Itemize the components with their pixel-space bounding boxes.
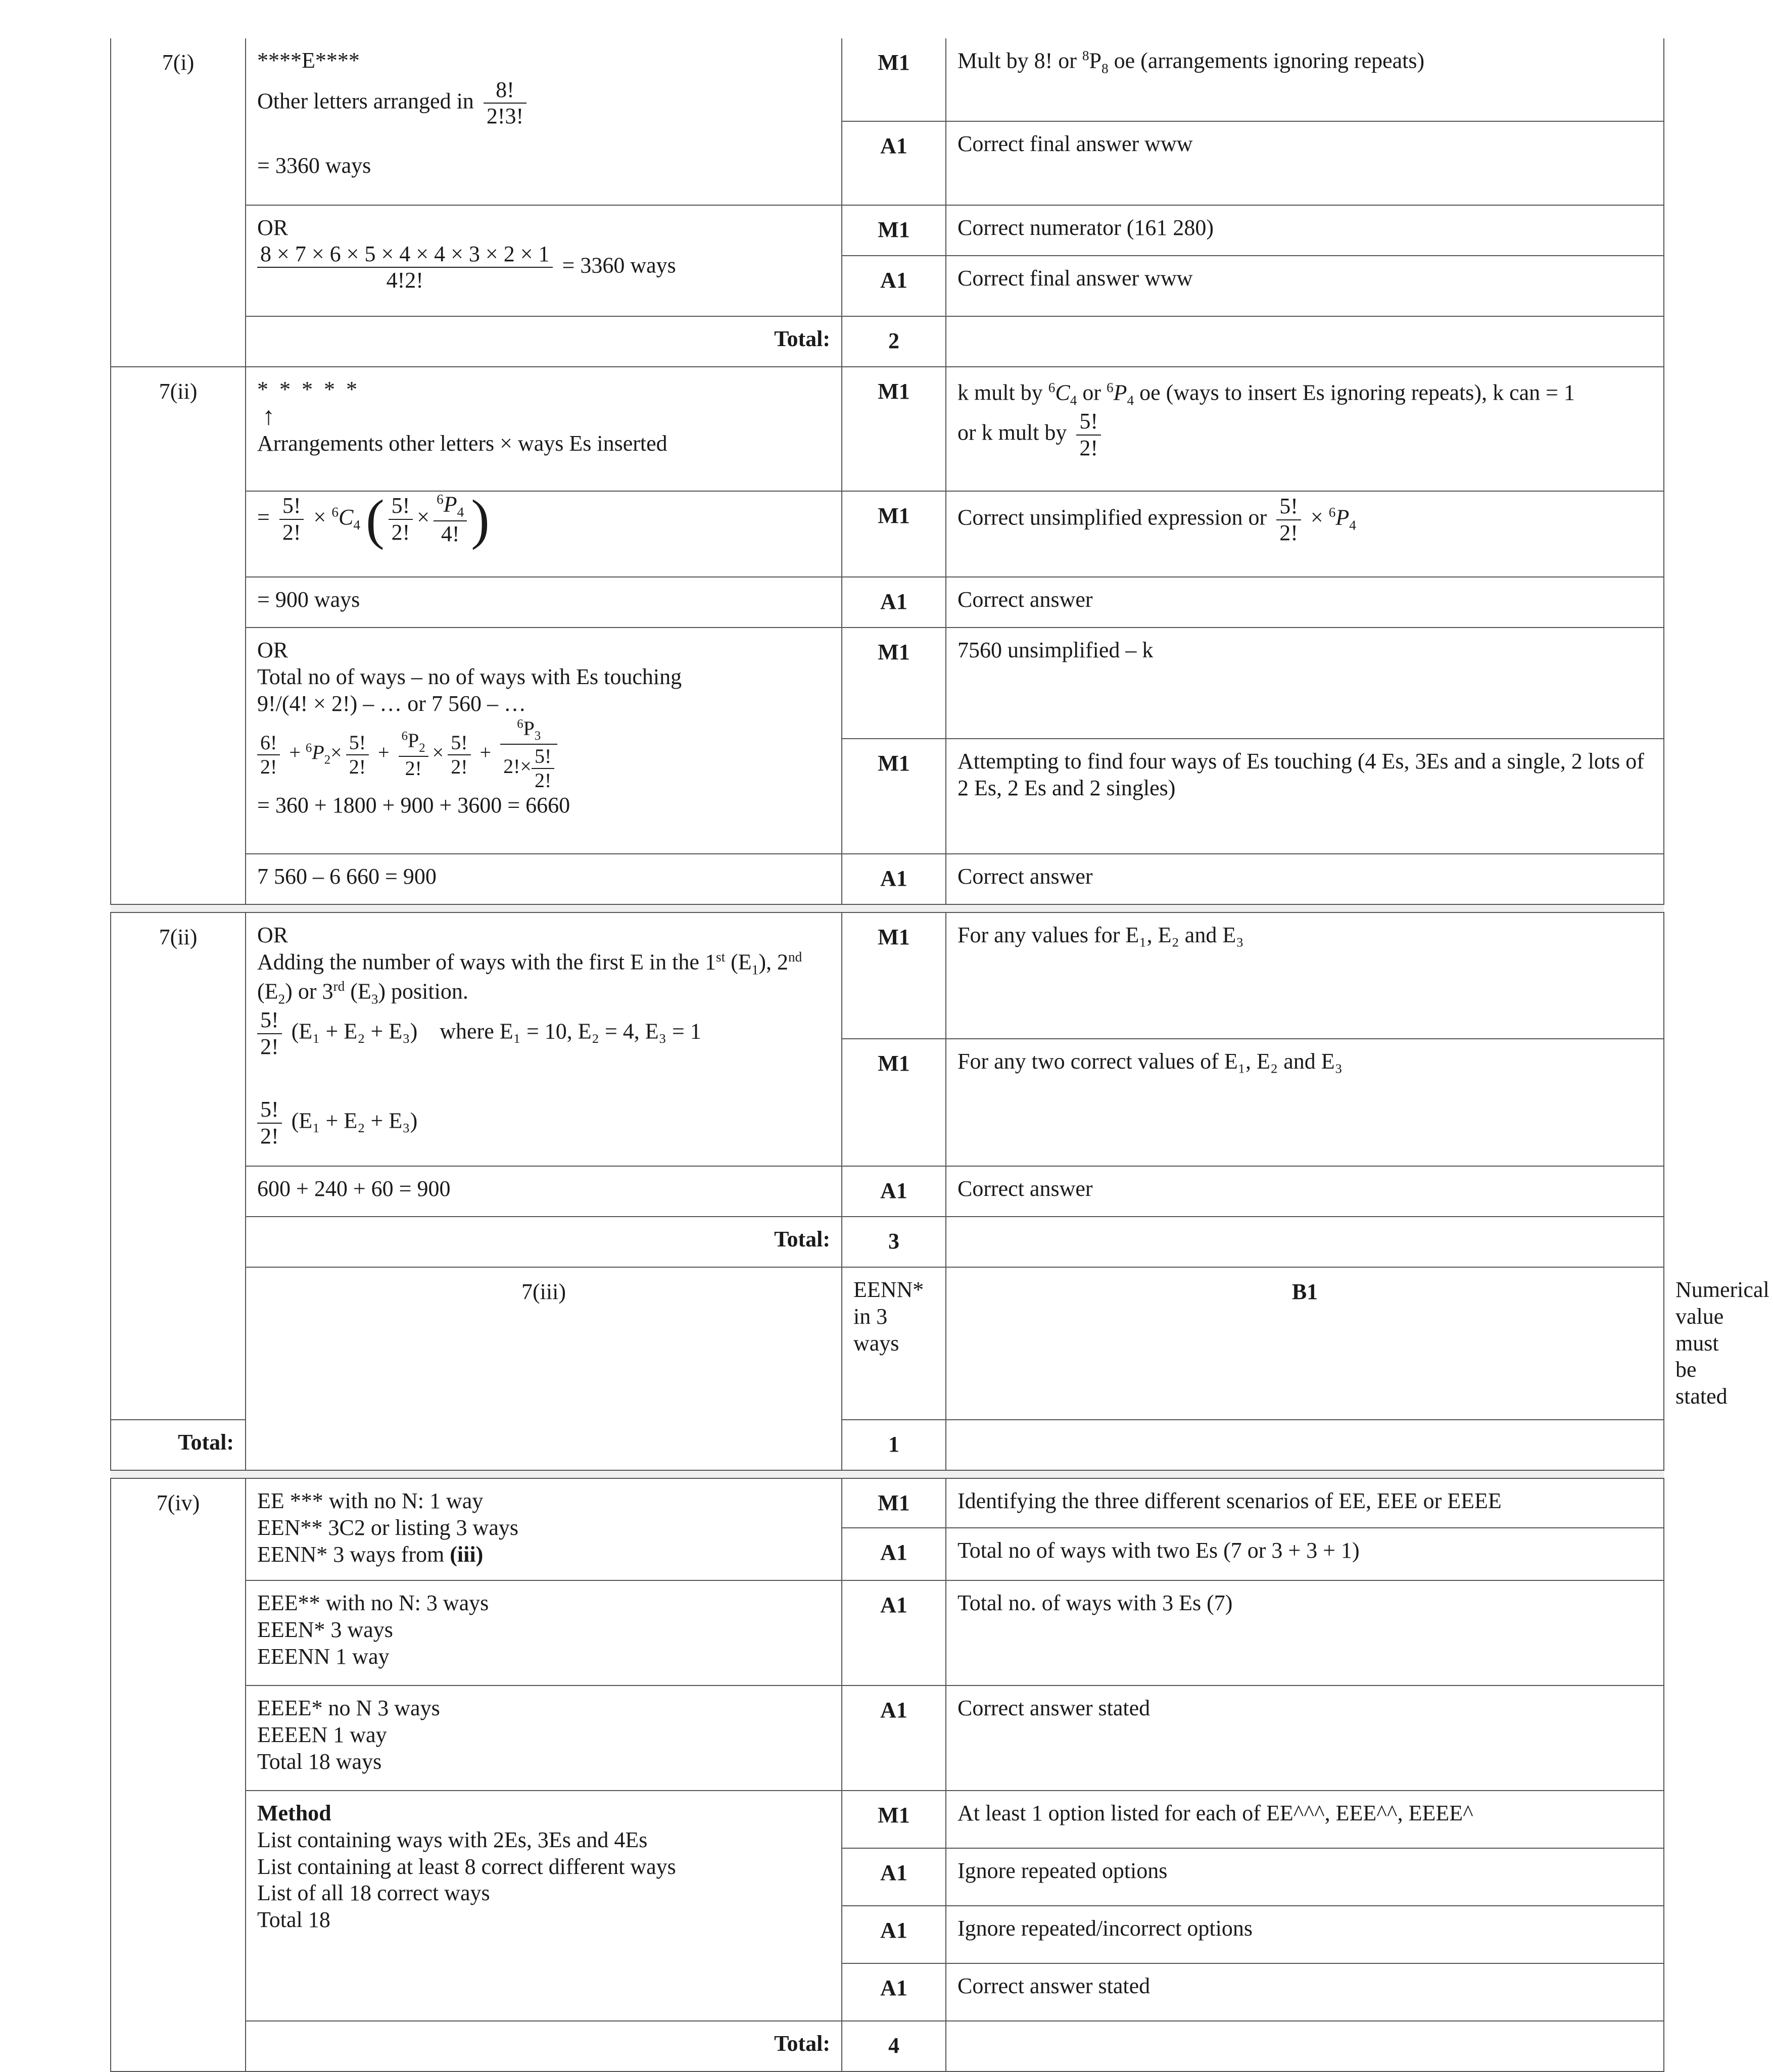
mark-code: M1 <box>842 912 946 1039</box>
method-heading: Method <box>257 1800 331 1825</box>
total-label: Total: <box>246 2021 842 2071</box>
subscript: 4 <box>1127 393 1134 408</box>
table-row <box>111 491 1664 577</box>
guidance-cell: Identifying the three different scenarios of EE, EEE or EEEE <box>946 1478 1664 1528</box>
guidance-cell: Correct answer <box>946 577 1664 628</box>
fraction-denominator: 2!3! <box>486 104 524 129</box>
expression-line <box>257 1007 830 1059</box>
fraction-numerator: 8! <box>484 77 526 104</box>
fraction-numerator <box>500 717 557 745</box>
fraction-denominator: 2! <box>535 768 552 792</box>
answer-line: EEENN 1 way <box>257 1644 390 1669</box>
perm-symbol: P <box>523 717 535 740</box>
answer-line: * * * * * <box>257 377 357 402</box>
fraction <box>434 492 467 547</box>
answer-text: = 3360 ways <box>562 253 676 278</box>
guidance-text: oe (arrangements ignoring repeats) <box>1114 48 1425 73</box>
guidance-cell <box>946 2021 1664 2071</box>
fraction-denominator: 2! <box>1079 435 1098 460</box>
perm-symbol: P <box>1113 380 1127 405</box>
answer-line: EEE** with no N: 3 ways <box>257 1590 489 1615</box>
arrow-up-icon: ↑ <box>262 401 275 430</box>
answer-text: (E <box>345 979 371 1004</box>
superscript: 6 <box>437 492 444 507</box>
fraction-numerator: 5! <box>279 493 304 520</box>
total-value: 2 <box>842 316 946 367</box>
fraction <box>484 77 526 129</box>
fraction-numerator: 5! <box>257 1007 282 1034</box>
table-row <box>111 628 1664 739</box>
fraction <box>346 731 369 779</box>
question-number: 7(ii) <box>111 367 246 904</box>
guidance-cell <box>946 38 1664 121</box>
guidance-cell: Correct numerator (161 280) <box>946 205 1664 256</box>
answer-line <box>257 77 830 129</box>
answer-line: Total 18 <box>257 1907 330 1933</box>
guidance-text: Correct unsimplified expression or <box>957 505 1267 530</box>
guidance-cell: Correct answer <box>946 854 1664 904</box>
answer-cell: = 900 ways <box>246 577 842 628</box>
mark-code: A1 <box>842 1848 946 1906</box>
answer-line: EEEE* no N 3 ways <box>257 1695 440 1720</box>
table-row <box>111 1685 1664 1791</box>
guidance-text: oe (ways to insert Es ignoring repeats), k can = 1 <box>1139 380 1575 405</box>
superscript: nd <box>788 949 802 965</box>
fraction-denominator: 2! <box>282 520 301 545</box>
mark-code: A1 <box>842 577 946 628</box>
superscript: 6 <box>401 730 408 744</box>
answer-text: Adding the number of ways with the first E in the 1 <box>257 949 716 975</box>
operator: × <box>432 741 444 764</box>
answer-line: ****E**** <box>257 48 360 73</box>
mark-code: M1 <box>842 1039 946 1166</box>
operator: + <box>378 741 390 764</box>
guidance-cell: Correct answer <box>946 1166 1664 1217</box>
answer-line: List containing at least 8 correct different ways <box>257 1854 676 1879</box>
answer-cell <box>246 1580 842 1685</box>
mark-code: A1 <box>842 1166 946 1217</box>
fraction-denominator: 2! <box>260 1123 279 1148</box>
answer-line: EEN** 3C2 or listing 3 ways <box>257 1515 518 1540</box>
table-row: 7(iii) EENN* in 3 ways B1 Numerical value must be stated <box>111 1267 1664 1420</box>
answer-line: EE *** with no N: 1 way <box>257 1488 484 1513</box>
question-number: 7(ii) <box>111 912 246 1420</box>
mark-scheme-sheet <box>110 38 1769 2072</box>
answer-cell <box>246 1791 842 2021</box>
question-number: 7(i) <box>111 38 246 367</box>
answer-line: EEEN* 3 ways <box>257 1617 393 1642</box>
total-value: 4 <box>842 2021 946 2071</box>
separator-cell <box>111 1470 1664 1478</box>
guidance-cell <box>946 1420 1664 1470</box>
answer-text: (E₁ + E₂ + E₃) where E₁ = 10, E₂ = 4, E₃ = 1 <box>291 1019 701 1044</box>
table-row <box>111 367 1664 491</box>
answer-text: EENN* 3 ways from <box>257 1541 450 1567</box>
answer-line: 9!/(4! × 2!) – … or 7 560 – … <box>257 691 526 716</box>
question-number: 7(iii) <box>246 1267 842 1470</box>
mark-code: M1 <box>842 1478 946 1528</box>
section-separator <box>111 1470 1664 1478</box>
fraction-numerator: 5! <box>389 493 413 520</box>
subscript: 2 <box>419 741 425 755</box>
fraction <box>500 717 557 792</box>
perm-symbol: P <box>443 492 457 517</box>
table-row <box>111 38 1664 121</box>
fraction-numerator: 8 × 7 × 6 × 5 × 4 × 4 × 3 × 2 × 1 <box>257 242 553 268</box>
fraction-denominator: 4! <box>441 521 460 547</box>
guidance-cell: For any two correct values of E₁, E₂ and E₃ <box>946 1039 1664 1166</box>
separator-cell <box>111 904 1664 912</box>
comb-symbol: C <box>338 505 354 530</box>
answer-cell <box>246 912 842 1166</box>
comb-symbol: C <box>1055 380 1070 405</box>
fraction <box>279 493 304 545</box>
fraction-numerator: 5! <box>1276 494 1301 520</box>
guidance-cell: At least 1 option listed for each of EE^^^, EEE^^, EEEE^ <box>946 1791 1664 1848</box>
expression-line <box>257 1097 830 1149</box>
guidance-line <box>957 409 1652 461</box>
guidance-text: Mult by 8! or <box>957 48 1077 73</box>
mark-code: M1 <box>842 628 946 739</box>
answer-cell <box>246 367 842 491</box>
mark-code: A1 <box>842 854 946 904</box>
fraction <box>448 731 470 779</box>
fraction-numerator <box>434 492 467 521</box>
table-row <box>111 1580 1664 1685</box>
answer-text: ), 2 <box>758 949 788 975</box>
guidance-cell: Correct answer stated <box>946 1963 1664 2021</box>
expression-line <box>257 717 830 792</box>
guidance-cell <box>946 316 1664 367</box>
fraction <box>257 1097 282 1149</box>
subscript: 4 <box>1349 517 1356 533</box>
mark-code: M1 <box>842 205 946 256</box>
fraction <box>389 493 413 545</box>
total-value: 1 <box>842 1420 946 1470</box>
operator: × <box>330 741 342 764</box>
fraction-denominator: 2! <box>260 755 277 778</box>
superscript: 6 <box>1048 380 1056 395</box>
fraction <box>399 729 428 780</box>
subscript: 4 <box>457 504 464 520</box>
fraction-denominator: 2! <box>349 755 366 778</box>
guidance-cell: 7560 unsimplified – k <box>946 628 1664 739</box>
operator: + <box>480 741 492 764</box>
answer-cell <box>246 205 842 316</box>
answer-text: 2!× <box>503 755 532 778</box>
guidance-cell: Correct final answer www <box>946 121 1664 205</box>
subscript: 4 <box>1070 393 1077 408</box>
operator: + <box>289 741 301 764</box>
mark-code: A1 <box>842 121 946 205</box>
mark-code: A1 <box>842 1963 946 2021</box>
fraction-numerator: 5! <box>448 731 470 755</box>
fraction-denominator: 4!2! <box>386 268 423 293</box>
fraction-denominator: 2! <box>451 755 468 778</box>
mark-code: A1 <box>842 256 946 316</box>
answer-text: Other letters arranged in <box>257 88 474 114</box>
fraction-denominator: 2! <box>1279 520 1298 545</box>
answer-line: List containing ways with 2Es, 3Es and 4Es <box>257 1827 648 1852</box>
perm-symbol: P <box>1335 505 1350 530</box>
subscript: 2 <box>278 991 285 1007</box>
question-number: 7(iv) <box>111 1478 246 2071</box>
mark-code: M1 <box>842 491 946 577</box>
fraction-numerator <box>399 729 428 757</box>
fraction-numerator: 5! <box>257 1097 282 1124</box>
fraction <box>532 745 554 792</box>
answer-line: EEEEN 1 way <box>257 1722 387 1747</box>
guidance-cell: Ignore repeated options <box>946 1848 1664 1906</box>
fraction <box>1276 494 1301 546</box>
answer-line: OR <box>257 923 289 947</box>
answer-line: = 3360 ways <box>257 153 371 178</box>
guidance-text: k mult by <box>957 380 1043 405</box>
fraction-numerator: 6! <box>257 731 280 755</box>
superscript: rd <box>333 978 345 994</box>
fraction <box>257 242 553 294</box>
table-row <box>111 1478 1664 1528</box>
guidance-cell: Total no. of ways with 3 Es (7) <box>946 1580 1664 1685</box>
fraction <box>257 731 280 779</box>
fraction-numerator: 5! <box>346 731 369 755</box>
guidance-text: or k mult by <box>957 420 1067 445</box>
subscript: 2 <box>324 753 331 767</box>
section-separator <box>111 904 1664 912</box>
superscript: 6 <box>517 717 523 732</box>
total-label: Total: <box>246 1217 842 1267</box>
answer-text: = <box>257 505 270 530</box>
mark-code: A1 <box>842 1580 946 1685</box>
mark-code: A1 <box>842 1906 946 1963</box>
superscript: 6 <box>1106 380 1114 395</box>
fraction <box>257 1007 282 1059</box>
operator: × <box>417 505 430 530</box>
mark-code: M1 <box>842 739 946 854</box>
table-row <box>111 1166 1664 1217</box>
mark-code: M1 <box>842 367 946 491</box>
answer-line: OR <box>257 215 289 240</box>
answer-line: = 360 + 1800 + 900 + 3600 = 6660 <box>257 792 570 817</box>
guidance-cell <box>946 367 1664 491</box>
operator: × <box>1310 505 1323 530</box>
total-label: Total: <box>246 316 842 367</box>
perm-symbol: P <box>1089 48 1102 73</box>
table-row <box>111 912 1664 1039</box>
answer-cell <box>246 628 842 854</box>
total-value: 3 <box>842 1217 946 1267</box>
superscript: st <box>715 949 726 965</box>
fraction <box>1076 409 1101 461</box>
mark-code: A1 <box>842 1685 946 1791</box>
operator: × <box>313 505 326 530</box>
perm-symbol: P <box>312 741 324 764</box>
answer-line: Arrangements other letters × ways Es inserted <box>257 430 667 456</box>
subscript: 1 <box>751 962 759 978</box>
fraction-denominator: 2! <box>260 1034 279 1059</box>
expression-line <box>257 489 830 550</box>
answer-line <box>257 949 830 978</box>
answer-text: ) position. <box>378 979 468 1004</box>
subscript: 8 <box>1101 61 1109 76</box>
guidance-cell: Correct final answer www <box>946 256 1664 316</box>
subscript: 4 <box>353 517 360 533</box>
answer-cell <box>246 1685 842 1791</box>
guidance-cell <box>946 1217 1664 1267</box>
answer-line: Total 18 ways <box>257 1749 382 1774</box>
right-paren: ) <box>471 489 490 550</box>
answer-cell: EENN* in 3 ways <box>842 1267 946 1420</box>
mark-scheme-table <box>110 38 1769 2072</box>
table-row <box>111 1217 1664 1267</box>
left-paren: ( <box>365 489 385 550</box>
subscript: 3 <box>371 991 378 1007</box>
superscript: 6 <box>305 741 312 755</box>
table-row <box>111 854 1664 904</box>
fraction-numerator: 5! <box>532 745 554 769</box>
answer-cell: 600 + 240 + 60 = 900 <box>246 1166 842 1217</box>
mark-code: M1 <box>842 38 946 121</box>
answer-line <box>257 242 830 294</box>
guidance-line <box>957 379 1652 409</box>
table-row <box>111 577 1664 628</box>
mark-code: B1 <box>946 1267 1664 1420</box>
answer-cell <box>246 38 842 205</box>
superscript: 6 <box>1328 505 1336 520</box>
answer-line: Total no of ways – no of ways with Es touching <box>257 664 682 689</box>
guidance-cell: Ignore repeated/incorrect options <box>946 1906 1664 1963</box>
answer-text: (E <box>725 949 752 975</box>
answer-line <box>257 1541 830 1568</box>
mark-code: M1 <box>842 1791 946 1848</box>
superscript: 6 <box>331 504 339 520</box>
answer-line: OR <box>257 638 289 662</box>
guidance-cell <box>946 491 1664 577</box>
answer-line: List of all 18 correct ways <box>257 1881 490 1906</box>
answer-cell <box>246 491 842 577</box>
answer-text: ) or 3 <box>285 979 333 1004</box>
fraction-denominator: 2! <box>391 520 410 545</box>
guidance-cell: Total no of ways with two Es (7 or 3 + 3 + 1) <box>946 1528 1664 1580</box>
mark-code: A1 <box>842 1528 946 1580</box>
guidance-cell: For any values for E₁, E₂ and E₃ <box>946 912 1664 1039</box>
answer-cell: 7 560 – 6 660 = 900 <box>246 854 842 904</box>
table-row <box>111 316 1664 367</box>
table-row <box>111 205 1664 256</box>
fraction-numerator: 5! <box>1076 409 1101 436</box>
table-row <box>111 1791 1664 1848</box>
guidance-cell: Attempting to find four ways of Es touching (4 Es, 3Es and a single, 2 lots of 2 Es, 2 Es and 2 singles) <box>946 739 1664 854</box>
fraction-denominator: 2! <box>405 756 422 780</box>
fraction-denominator <box>500 745 557 792</box>
perm-symbol: P <box>408 729 419 752</box>
part-reference: (iii) <box>450 1541 484 1567</box>
answer-text: (E <box>257 979 278 1004</box>
subscript: 3 <box>534 729 541 743</box>
answer-line <box>257 978 830 1007</box>
total-label: Total: <box>111 1420 246 1470</box>
answer-text: (E₁ + E₂ + E₃) <box>291 1109 418 1134</box>
guidance-cell: Correct answer stated <box>946 1685 1664 1791</box>
superscript: 8 <box>1082 48 1089 63</box>
guidance-text: or <box>1082 380 1101 405</box>
answer-cell <box>246 1478 842 1580</box>
table-row <box>111 2021 1664 2071</box>
